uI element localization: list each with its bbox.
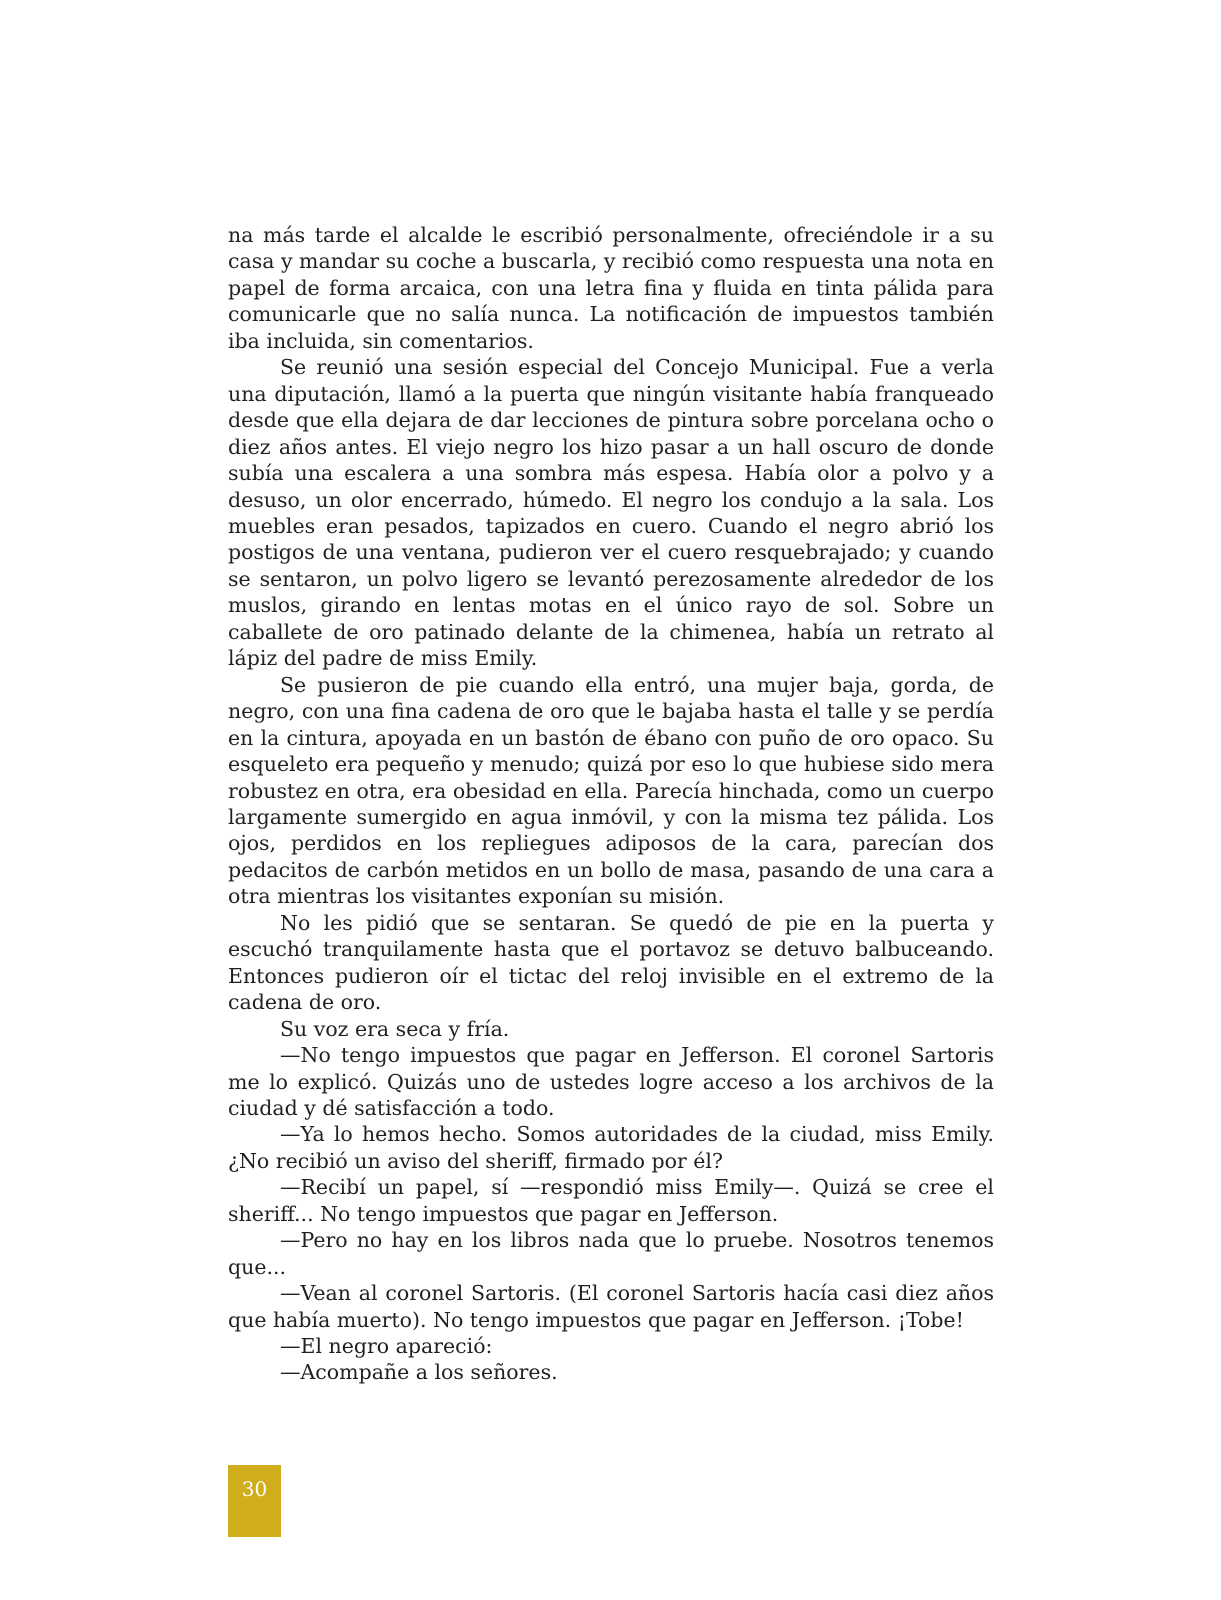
dialogue-line: —Ya lo hemos hecho. Somos autoridades de la ciudad, miss Emily. ¿No recibió un aviso del sheriff, firmado por él? xyxy=(228,1122,994,1173)
dialogue-line: —Pero no hay en los libros nada que lo pruebe. Nosotros tenemos que... xyxy=(228,1228,994,1279)
dialogue-line: —No tengo impuestos que pagar en Jefferson. El coronel Sartoris me lo explicó. Quizás uno de ustedes logre acceso a los archivos de la ciudad y dé satisfacción a todo. xyxy=(228,1043,994,1120)
dialogue-line: —El negro apareció: xyxy=(280,1334,493,1359)
page-number-badge xyxy=(228,1465,281,1537)
paragraph: Su voz era seca y fría. xyxy=(280,1016,510,1041)
dialogue-line: —Recibí un papel, sí —respondió miss Emily—. Quizá se cree el sheriff... No tengo impuestos que pagar en Jefferson. xyxy=(228,1175,994,1226)
paragraph: No les pidió que se sentaran. Se quedó de pie en la puerta y escuchó tranquilamente hasta que el portavoz se detuvo balbuceando. Entonces pudieron oír el tictac del reloj invisible en el extremo de la cadena de oro. xyxy=(228,910,994,1015)
paragraph: Se reunió una sesión especial del Concejo Municipal. Fue a verla una diputación, llamó a la puerta que ningún visitante había franqueado desde que ella dejara de dar lecciones de pintura sobre porcelana ocho o diez años antes. El viejo negro los hizo pasar a un hall oscuro de donde subía una escalera a una sombra más espesa. Había olor a polvo y a desuso, un olor encerrado, húmedo. El negro los condujo a la sala. Los muebles eran pesados, tapizados en cuero. Cuando el negro abrió los postigos de una ventana, pudieron ver el cuero resquebrajado; y cuando se sentaron, un polvo ligero se levantó perezosamente alrededor de los muslos, girando en lentas motas en el único rayo de sol. Sobre un caballete de oro patinado delante de la chimenea, había un retrato al lápiz del padre de miss Emily. xyxy=(228,355,994,671)
paragraph: na más tarde el alcalde le escribió personalmente, ofreciéndole ir a su casa y mandar su coche a buscarla, y recibió como respuesta una nota en papel de forma arcaica, con una letra fina y fluida en tinta pálida para comunicarle que no salía nunca. La notificación de impuestos también iba incluida, sin comentarios. xyxy=(228,223,995,353)
paragraph: Se pusieron de pie cuando ella entró, una mujer baja, gorda, de negro, con una fina cadena de oro que le bajaba hasta el talle y se perdía en la cintura, apoyada en un bastón de ébano con puño de oro opaco. Su esqueleto era pequeño y menudo; quizá por eso lo que hubiese sido mera robustez en otra, era obesidad en ella. Parecía hinchada, como un cuerpo largamente sumergido en agua inmóvil, y con la misma tez pálida. Los ojos, perdidos en los repliegues adiposos de la cara, parecían dos pedacitos de carbón metidos en un bollo de masa, pasando de una cara a otra mientras los visitantes exponían su misión. xyxy=(228,672,995,909)
dialogue-line: —Vean al coronel Sartoris. (El coronel Sartoris hacía casi diez años que había muerto). No tengo impuestos que pagar en Jefferson. ¡Tobe! xyxy=(228,1281,994,1332)
page-number: 30 xyxy=(241,1477,268,1501)
body-text xyxy=(228,222,994,1386)
dialogue-line: —Acompañe a los señores. xyxy=(280,1360,558,1385)
